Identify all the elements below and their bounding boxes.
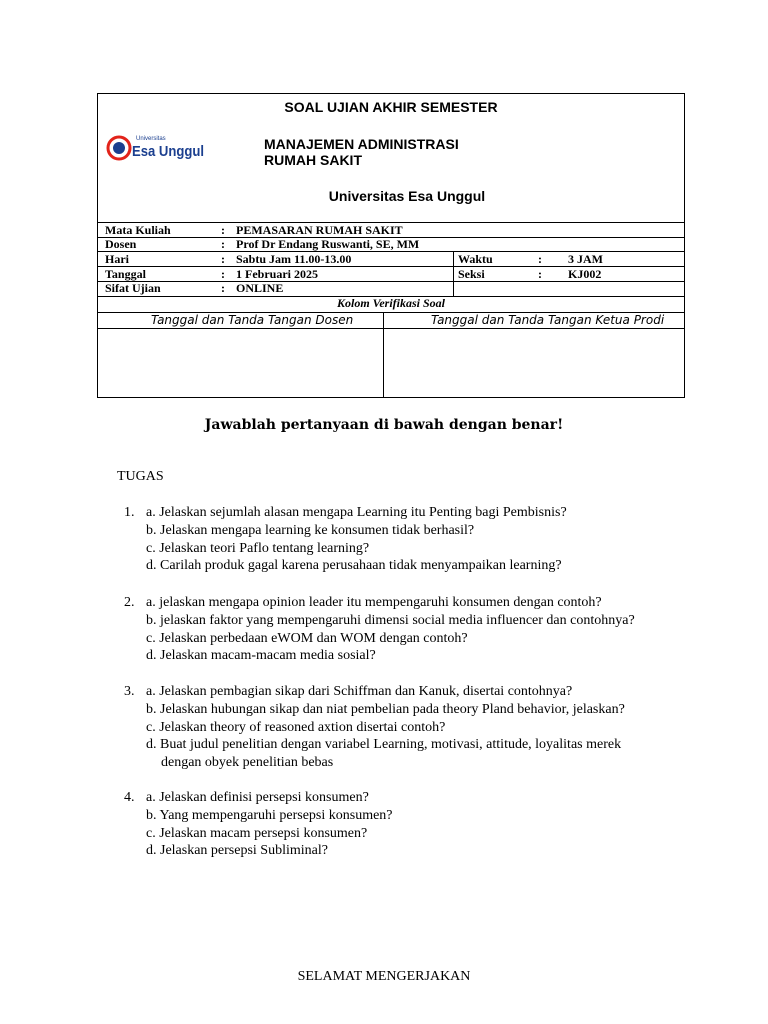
question-text: a. Jelaskan sejumlah alasan mengapa Learning itu Penting bagi Pembisnis? bbox=[146, 505, 567, 520]
university-logo bbox=[106, 126, 206, 170]
value-hari: Sabtu Jam 11.00-13.00 bbox=[236, 252, 352, 266]
question-line bbox=[124, 504, 567, 522]
section-title: TUGAS bbox=[117, 469, 164, 484]
logo-core bbox=[113, 142, 125, 154]
logo-small-text: Universitas bbox=[136, 136, 166, 142]
closing-text: SELAMAT MENGERJAKAN bbox=[297, 969, 471, 984]
question-line: c. Jelaskan teori Paflo tentang learning? bbox=[146, 540, 370, 556]
table-rule bbox=[98, 281, 684, 282]
logo-main-text: Esa Unggul bbox=[132, 143, 204, 160]
label-tanggal: Tanggal bbox=[105, 267, 146, 281]
value-tanggal: 1 Februari 2025 bbox=[236, 267, 318, 281]
question-number: 2. bbox=[124, 595, 135, 610]
value-dosen: Prof Dr Endang Ruswanti, SE, MM bbox=[236, 237, 420, 251]
colon: : bbox=[538, 267, 542, 281]
question-line: d. Jelaskan persepsi Subliminal? bbox=[146, 843, 328, 859]
question-text: a. Jelaskan pembagian sikap dari Schiffman dan Kanuk, disertai contohnya? bbox=[146, 684, 573, 699]
colon: : bbox=[221, 267, 225, 281]
label-hari: Hari bbox=[105, 252, 129, 266]
question-line: c. Jelaskan perbedaan eWOM dan WOM dengan contoh? bbox=[146, 630, 468, 646]
question-line: c. Jelaskan macam persepsi konsumen? bbox=[146, 825, 368, 841]
question-line bbox=[124, 789, 393, 807]
question-3 bbox=[124, 683, 625, 772]
question-number: 4. bbox=[124, 790, 135, 805]
question-line: d. Jelaskan macam-macam media sosial? bbox=[146, 648, 376, 664]
colon: : bbox=[538, 252, 542, 266]
course-subtitle bbox=[264, 136, 459, 168]
question-line bbox=[124, 594, 635, 612]
value-mata-kuliah: PEMASARAN RUMAH SAKIT bbox=[236, 223, 403, 237]
verification-title: Kolom Verifikasi Soal bbox=[336, 296, 446, 310]
colon: : bbox=[221, 281, 225, 295]
question-4 bbox=[124, 789, 393, 860]
exam-header-box bbox=[97, 93, 685, 398]
question-number: 3. bbox=[124, 684, 135, 699]
question-line: b. Jelaskan mengapa learning ke konsumen tidak berhasil? bbox=[146, 522, 475, 538]
question-text: a. jelaskan mengapa opinion leader itu mempengaruhi konsumen dengan contoh? bbox=[146, 595, 602, 610]
question-line: d. Carilah produk gagal karena perusahaan tidak menyampaikan learning? bbox=[146, 558, 562, 574]
question-line: b. jelaskan faktor yang mempengaruhi dimensi social media influencer dan contohnya? bbox=[146, 612, 635, 628]
subtitle-line-1: MANAJEMEN ADMINISTRASI bbox=[264, 136, 459, 152]
table-divider bbox=[453, 251, 454, 296]
question-2 bbox=[124, 594, 635, 665]
table-rule bbox=[98, 328, 684, 329]
signature-divider bbox=[383, 312, 384, 398]
question-line: b. Jelaskan hubungan sikap dan niat pembelian pada theory Pland behavior, jelaskan? bbox=[146, 701, 625, 717]
question-line bbox=[124, 683, 625, 701]
value-seksi: KJ002 bbox=[568, 267, 602, 281]
label-mata-kuliah: Mata Kuliah bbox=[105, 223, 171, 237]
colon: : bbox=[221, 237, 225, 251]
question-line: b. Yang mempengaruhi persepsi konsumen? bbox=[146, 807, 393, 823]
subtitle-line-2: RUMAH SAKIT bbox=[264, 152, 362, 168]
label-dosen: Dosen bbox=[105, 237, 137, 251]
question-1 bbox=[124, 504, 567, 575]
signature-label-dosen: Tanggal dan Tanda Tangan Dosen bbox=[151, 313, 354, 327]
question-text: a. Jelaskan definisi persepsi konsumen? bbox=[146, 790, 369, 805]
value-sifat-ujian: ONLINE bbox=[236, 281, 284, 295]
colon: : bbox=[221, 223, 225, 237]
question-line: dengan obyek penelitian bebas bbox=[161, 755, 334, 771]
university-name: Universitas Esa Unggul bbox=[328, 188, 486, 204]
instruction: Jawablah pertanyaan di bawah dengan benar! bbox=[204, 417, 564, 433]
label-sifat-ujian: Sifat Ujian bbox=[105, 281, 161, 295]
value-waktu: 3 JAM bbox=[568, 252, 603, 266]
question-line: c. Jelaskan theory of reasoned axtion disertai contoh? bbox=[146, 719, 446, 735]
question-number: 1. bbox=[124, 505, 135, 520]
exam-title: SOAL UJIAN AKHIR SEMESTER bbox=[284, 99, 498, 115]
label-seksi: Seksi bbox=[458, 267, 485, 281]
label-waktu: Waktu bbox=[458, 252, 493, 266]
signature-label-kaprodi: Tanggal dan Tanda Tangan Ketua Prodi bbox=[431, 313, 665, 327]
colon: : bbox=[221, 252, 225, 266]
question-line: d. Buat judul penelitian dengan variabel Learning, motivasi, attitude, loyalitas merek bbox=[146, 737, 622, 753]
